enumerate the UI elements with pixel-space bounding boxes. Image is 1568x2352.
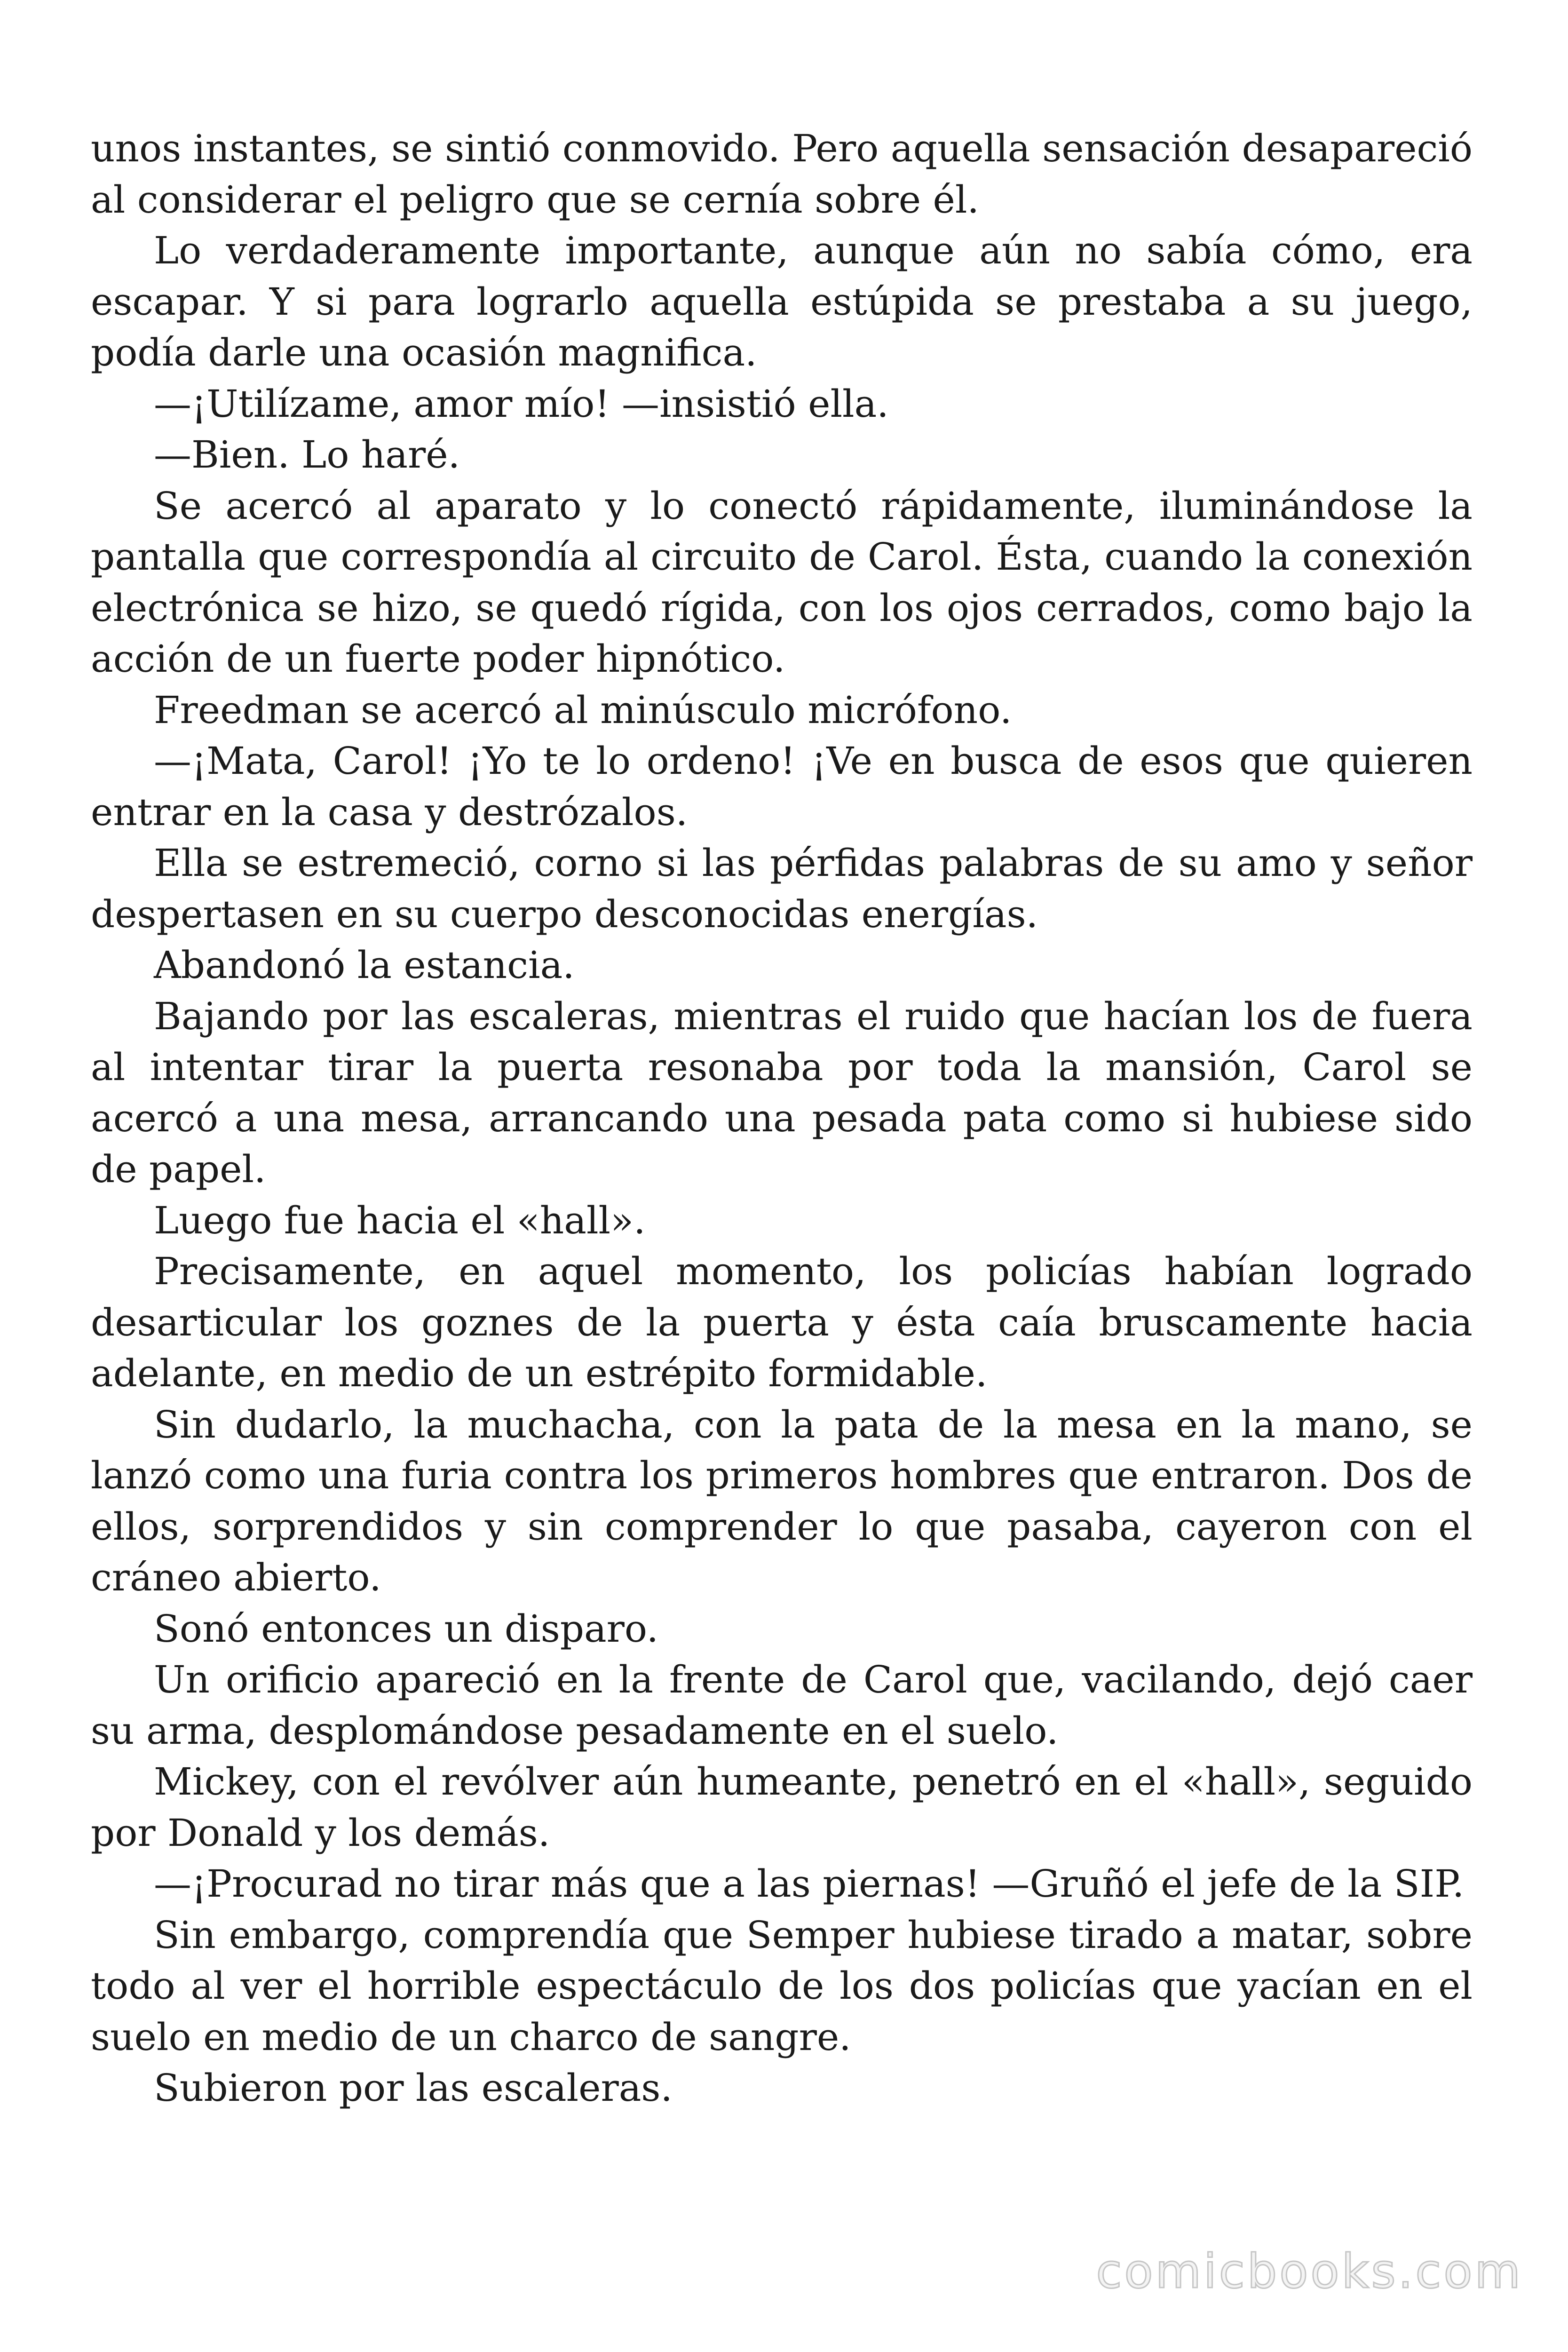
paragraph: unos instantes, se sintió conmovido. Pero aquella sensación desapareció al considerar el peligro que se cernía sobre él. [91,127,1473,222]
paragraph: Lo verdaderamente importante, aunque aún no sabía cómo, era escapar. Y si para lograrlo aquella estúpida se prestaba a su juego, podía darle una ocasión magnifica. [91,229,1473,374]
paragraph: —¡Mata, Carol! ¡Yo te lo ordeno! ¡Ve en busca de esos que quieren entrar en la casa y destrózalos. [91,739,1473,834]
paragraph: Sonó entonces un disparo. [154,1606,659,1651]
paragraph: —¡Utilízame, amor mío! —insistió ella. [154,381,889,426]
paragraph: Se acercó al aparato y lo conectó rápidamente, iluminándose la pantalla que correspondía al circuito de Carol. Ésta, cuando la conexión electrónica se hizo, se quedó rígida, con los ojos cerrados, como bajo la acción de un fuerte poder hipnótico. [91,484,1473,681]
paragraph: —Bien. Lo haré. [154,433,460,477]
paragraph: Bajando por las escaleras, mientras el ruido que hacían los de fuera al intentar tirar la puerta resonaba por toda la mansión, Carol se acercó a una mesa, arrancando una pesada pata como si hubiese sido de papel. [91,994,1473,1191]
watermark-text: comicbooks.com [1096,2244,1523,2299]
page-body [91,123,1473,2146]
paragraph: —¡Procurad no tirar más que a las piernas! —Gruñó el jefe de la SIP. [154,1862,1465,1906]
paragraph: Freedman se acercó al minúsculo micrófono. [154,688,1012,732]
paragraph: Mickey, con el revólver aún humeante, penetró en el «hall», seguido por Donald y los demás. [91,1760,1473,1855]
paragraph: Un orificio apareció en la frente de Carol que, vacilando, dejó caer su arma, desplomándose pesadamente en el suelo. [91,1658,1473,1753]
paragraph: Sin dudarlo, la muchacha, con la pata de la mesa en la mano, se lanzó como una furia contra los primeros hombres que entraron. Dos de ellos, sorprendidos y sin comprender lo que pasaba, cayeron con el cráneo abierto. [91,1402,1473,1599]
paragraph: Sin embargo, comprendía que Semper hubiese tirado a matar, sobre todo al ver el horrible espectáculo de los dos policías que yacían en el suelo en medio de un charco de sangre. [91,1913,1473,2059]
paragraph: Ella se estremeció, corno si las pérfidas palabras de su amo y señor despertasen en su cuerpo desconocidas energías. [91,841,1473,936]
paragraph: Precisamente, en aquel momento, los policías habían logrado desarticular los goznes de la puerta y ésta caía bruscamente hacia adelante, en medio de un estrépito formidable. [91,1249,1473,1395]
paragraph: Subieron por las escaleras. [154,2066,673,2110]
paragraph: Abandonó la estancia. [154,943,575,987]
paragraph: Luego fue hacia el «hall». [154,1198,646,1242]
